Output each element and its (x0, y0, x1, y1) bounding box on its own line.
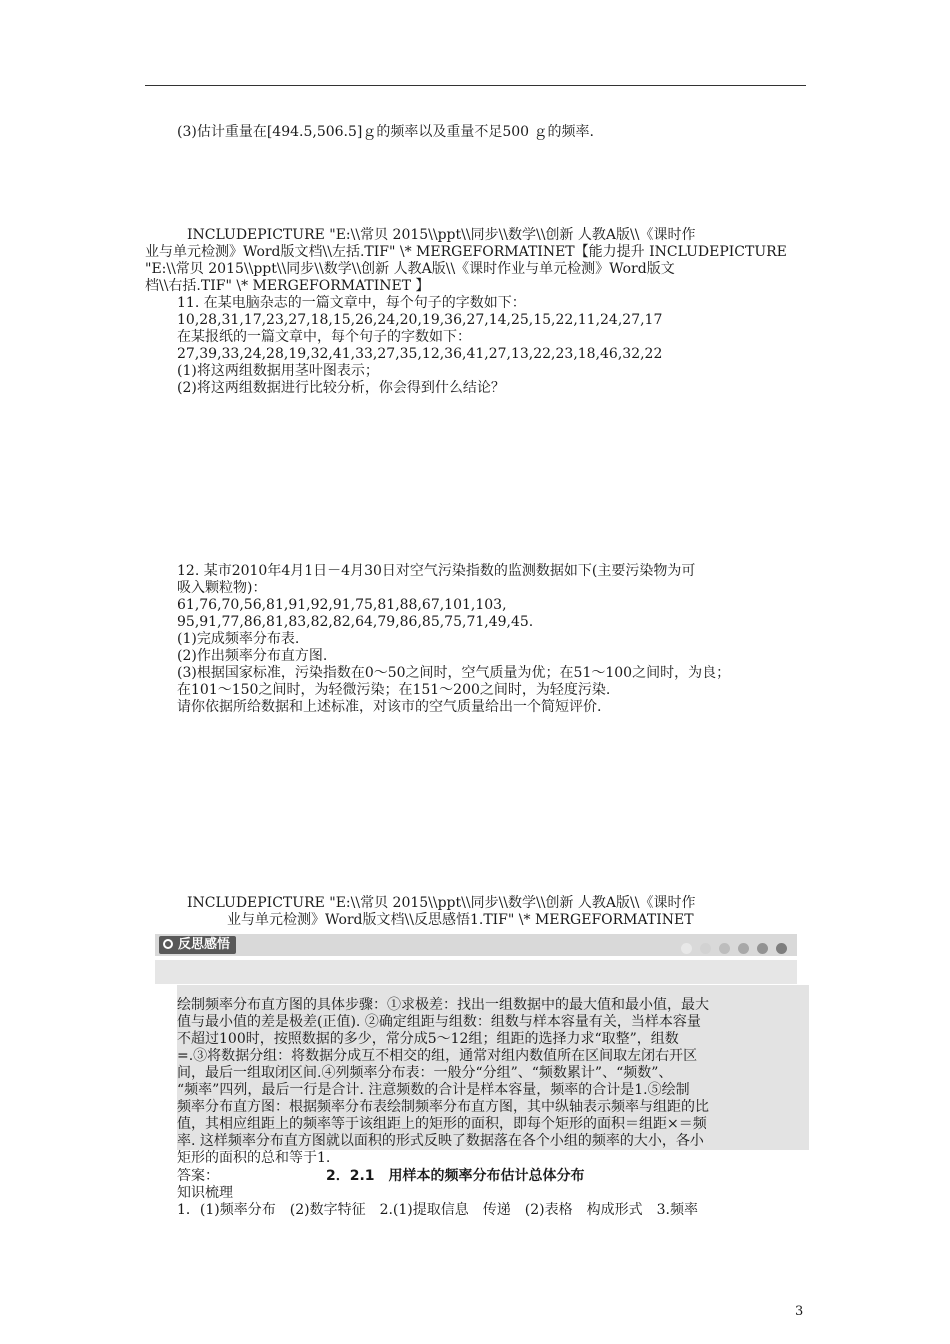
reflection-line: 矩形的面积的总和等于1. (177, 1150, 331, 1166)
header-rule (145, 85, 806, 86)
reflection-banner (155, 934, 797, 956)
question-12-line: 61,76,70,56,81,91,92,91,75,81,88,67,101,103, (177, 597, 507, 613)
question-11-line: 10,28,31,17,23,27,18,15,26,24,20,19,36,27,14,25,15,22,11,24,27,17 (177, 312, 663, 328)
reflection-line: 频率分布直方图：根据频率分布表绘制频率分布直方图，其中纵轴表示频率与组距的比 (177, 1099, 709, 1115)
banner-title-text: 反思感悟 (178, 937, 231, 952)
question-12-line: (1)完成频率分布表. (177, 631, 300, 647)
field-code-line: INCLUDEPICTURE "E:\\常贝 2015\\ppt\\同步\\数学\\创新 人教A版\\《课时作 (187, 227, 696, 243)
field-code-line: INCLUDEPICTURE "E:\\常贝 2015\\ppt\\同步\\数学\\创新 人教A版\\《课时作 (187, 895, 696, 911)
question-12-line: (3)根据国家标准，污染指数在0～50之间时，空气质量为优；在51～100之间时，为良； (177, 665, 731, 681)
question-12-line: (2)作出频率分布直方图. (177, 648, 328, 664)
reflection-line: 值与最小值的差是极差(正值). ②确定组距与组数：组数与样本容量有关，当样本容量 (177, 1014, 701, 1030)
dot-icon (700, 943, 711, 954)
question-11-line: (1)将这两组数据用茎叶图表示； (177, 363, 379, 379)
question-12-line: 在101～150之间时，为轻微污染；在151～200之间时，为轻度污染. (177, 682, 611, 698)
banner-title (159, 936, 236, 954)
dot-icon (681, 943, 692, 954)
decorative-dots (673, 939, 787, 958)
knowledge-line: 1．(1)频率分布 (2)数字特征 2.(1)提取信息 传递 (2)表格 构成形式 3.频率 (177, 1202, 698, 1218)
page-number: 3 (795, 1304, 804, 1319)
target-icon (163, 939, 173, 949)
knowledge-label: 知识梳理 (177, 1185, 233, 1201)
question-12-line: 12. 某市2010年4月1日－4月30日对空气污染指数的监测数据如下(主要污染物为可 (177, 563, 696, 579)
question-3: (3)估计重量在[494.5,506.5]ｇ的频率以及重量不足500 ｇ的频率. (177, 124, 594, 140)
reflection-line: “频率”四列，最后一行是合计. 注意频数的合计是样本容量，频率的合计是1.⑤绘制 (177, 1082, 690, 1098)
field-code-line: 档\\右括.TIF" \* MERGEFORMATINET 】 (145, 278, 430, 294)
dot-icon (719, 943, 730, 954)
answer-section-title: 2．2.1 用样本的频率分布估计总体分布 (326, 1168, 585, 1184)
question-11-line: (2)将这两组数据进行比较分析，你会得到什么结论？ (177, 380, 505, 396)
dot-icon (757, 943, 768, 954)
reflection-line: 率. 这样频率分布直方图就以面积的形式反映了数据落在各个小组的频率的大小，各小 (177, 1133, 704, 1149)
reflection-line: 不超过100时，按照数据的多少，常分成5～12组；组距的选择力求“取整”，组数 (177, 1031, 679, 1047)
question-11-line: 在某报纸的一篇文章中，每个句子的字数如下： (177, 329, 471, 345)
banner-stripe (155, 960, 797, 984)
field-code-line: "E:\\常贝 2015\\ppt\\同步\\数学\\创新 人教A版\\《课时作业与单元检测》Word版文 (145, 261, 675, 277)
field-code-line: 业与单元检测》Word版文档\\左括.TIF" \* MERGEFORMATINET【能力提升 INCLUDEPICTURE (145, 244, 787, 260)
field-code-line: 业与单元检测》Word版文档\\反思感悟1.TIF" \* MERGEFORMATINET (227, 912, 694, 928)
question-11-line: 27,39,33,24,28,19,32,41,33,27,35,12,36,41,27,13,22,23,18,46,32,22 (177, 346, 663, 362)
question-12-line: 95,91,77,86,81,83,82,82,64,79,86,85,75,71,49,45. (177, 614, 534, 630)
reflection-line: =.③将数据分组：将数据分成互不相交的组，通常对组内数值所在区间取左闭右开区 (177, 1048, 698, 1064)
question-12-line: 请你依据所给数据和上述标准，对该市的空气质量给出一个简短评价. (177, 699, 602, 715)
dot-icon (776, 943, 787, 954)
reflection-line: 绘制频率分布直方图的具体步骤：①求极差：找出一组数据中的最大值和最小值，最大 (177, 997, 709, 1013)
dot-icon (738, 943, 749, 954)
question-12-line: 吸入颗粒物)： (177, 580, 267, 596)
question-11-line: 11. 在某电脑杂志的一篇文章中，每个句子的字数如下： (177, 295, 526, 311)
answer-label: 答案： (177, 1168, 219, 1184)
reflection-line: 值，其相应组距上的频率等于该组距上的矩形的面积，即每个矩形的面积＝组距×＝频 (177, 1116, 707, 1132)
reflection-line: 间，最后一组取闭区间.④列频率分布表：一般分“分组”、“频数累计”、“频数”、 (177, 1065, 673, 1081)
